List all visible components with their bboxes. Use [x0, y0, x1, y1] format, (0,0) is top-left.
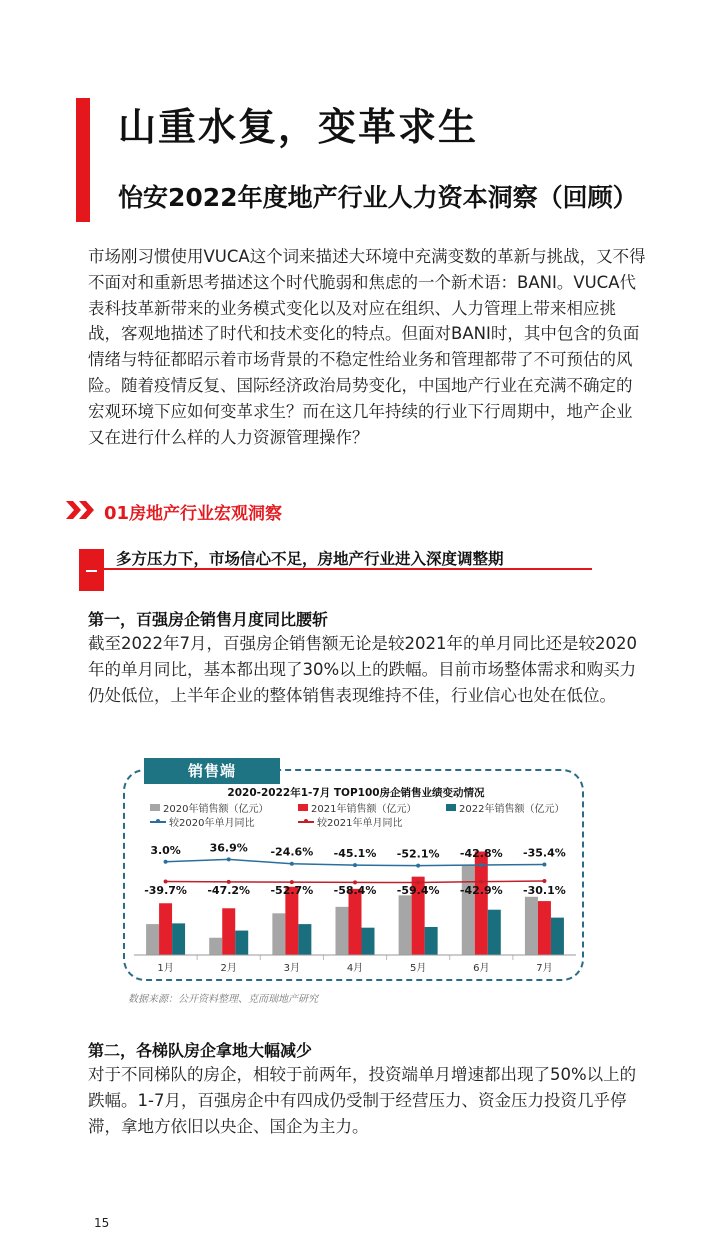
x-tick-label: 3月 [283, 963, 301, 974]
data-label: -39.7% [144, 884, 187, 897]
line-point [542, 862, 546, 866]
point2-heading: 第二，各梯队房企拿地大幅减少 [88, 1041, 313, 1060]
title-accent-bar [76, 98, 90, 222]
line-point [227, 857, 231, 861]
legend-swatch [298, 804, 308, 811]
data-label: -47.2% [207, 884, 251, 897]
data-label: -42.8% [459, 846, 503, 860]
legend-item-vs-2020 [150, 814, 254, 829]
point1-heading: 第一，百强房企销售月度同比腰斩 [88, 610, 329, 629]
legend-swatch [150, 804, 160, 811]
x-tick-label: 2月 [220, 963, 237, 974]
legend-line [298, 818, 314, 825]
page-title: 山重水复，变革求生 [118, 105, 479, 149]
subsection-title: 多方压力下，市场信心不足，房地产行业进入深度调整期 [116, 550, 504, 568]
bar-2021-2 [222, 908, 235, 955]
chart-tag: 销售端 [144, 758, 280, 784]
data-label: -45.1% [333, 847, 377, 861]
bar-2022-3 [298, 924, 311, 955]
bar-2020-2 [209, 938, 222, 955]
data-label: -58.4% [333, 884, 377, 897]
subsection-marker [79, 549, 104, 591]
legend-item-2021-sales [298, 800, 416, 815]
legend-swatch [446, 804, 456, 811]
bar-2022-7 [551, 918, 564, 955]
legend-item-2020-sales [150, 800, 268, 815]
bar-2020-4 [336, 907, 349, 955]
line-point [416, 864, 420, 868]
bar-2020-3 [272, 913, 285, 955]
data-label: -42.9% [459, 884, 503, 897]
x-tick-label: 1月 [157, 963, 174, 974]
chart-title: 2020-2022年1-7月 TOP100房企销售业绩变动情况 [227, 787, 485, 799]
bar-2021-4 [349, 889, 362, 955]
legend-label: 2021年销售额（亿元） [311, 804, 417, 815]
x-tick-label: 6月 [473, 963, 490, 974]
legend-label: 较2020年单月同比 [169, 818, 255, 829]
data-label: -52.7% [270, 884, 314, 897]
data-label: -35.4% [523, 846, 566, 860]
line-point [542, 879, 546, 883]
line-point [479, 863, 483, 867]
bar-2022-1 [172, 923, 185, 955]
point1-body: 截至2022年7月，百强房企销售额无论是较2021年的单月同比还是较2020年的单月同比，基本都出现了30%以上的跌幅。目前市场整体需求和购买力仍处低位，上半年企业的整体销售表现维持不佳，行业信心也处在低位。 [88, 634, 637, 705]
page-subtitle: 怡安2022年度地产行业人力资本洞察（回顾） [118, 183, 638, 212]
line-point [290, 862, 294, 866]
sales-chart [130, 830, 580, 978]
page-number: 15 [94, 1216, 110, 1230]
line-point [164, 860, 168, 864]
bar-2021-1 [159, 903, 172, 955]
legend-item-2022-sales [446, 800, 564, 815]
section-chevron-icon [66, 499, 96, 521]
point2-body: 对于不同梯队的房企，相较于前两年，投资端单月增速都出现了50%以上的跌幅。1-7月，百强房企中有四成仍受制于经营压力、资金压力投资几乎停滞，拿地方依旧以央企、国企为主力。 [88, 1065, 637, 1136]
section-heading [104, 499, 282, 524]
bar-2020-6 [462, 865, 475, 955]
legend-label: 较2021年单月同比 [317, 818, 403, 829]
bar-2020-7 [525, 897, 538, 955]
legend-line [150, 818, 166, 825]
bar-2021-7 [538, 901, 551, 955]
bar-2022-6 [488, 910, 501, 955]
bar-2022-2 [235, 931, 248, 955]
bar-2020-5 [399, 895, 412, 955]
bar-2022-5 [425, 927, 438, 955]
data-label: -52.1% [396, 847, 440, 861]
intro-paragraph: 市场刚习惯使用VUCA这个词来描述大环境中充满变数的革新与挑战，又不得不面对和重新思考描述这个时代脆弱和焦虑的一个新术语：BANI。VUCA代表科技革新带来的业务模式变化以及对应在组织、人力管理上带来相应挑战，客观地描述了时代和技术变化的特点。但面对BANI时，其中包含的负面情绪与特征都昭示着市场背景的不稳定性给业务和管理都带了不可预估的风险。随着疫情反复、国际经济政治局势变化，中国地产行业在充满不确定的宏观环境下应如何变革求生？而在这几年持续的行业下行周期中，地产企业又在进行什么样的人力资源管理操作？ [88, 247, 646, 447]
x-tick-label: 7月 [536, 963, 553, 974]
x-tick-label: 4月 [346, 963, 364, 974]
data-label: 36.9% [209, 841, 248, 855]
data-label: 3.0% [150, 843, 181, 857]
data-source-note: 数据来源：公开资料整理、克而瑞地产研究 [128, 994, 318, 1005]
bar-2020-1 [146, 924, 159, 955]
bar-2022-4 [362, 928, 375, 955]
section-title: 房地产行业宏观洞察 [129, 504, 283, 524]
line-point [353, 863, 357, 867]
line-point [164, 879, 168, 883]
data-label: -24.6% [270, 845, 314, 859]
legend-label: 2020年销售额（亿元） [163, 804, 269, 815]
data-label: -30.1% [523, 884, 566, 897]
x-tick-label: 5月 [409, 963, 427, 974]
legend-label: 2022年销售额（亿元） [459, 804, 565, 815]
section-number: 01 [104, 503, 130, 524]
data-label: -59.4% [396, 884, 440, 897]
bar-2021-6 [475, 852, 488, 956]
legend-item-vs-2021 [298, 814, 402, 829]
